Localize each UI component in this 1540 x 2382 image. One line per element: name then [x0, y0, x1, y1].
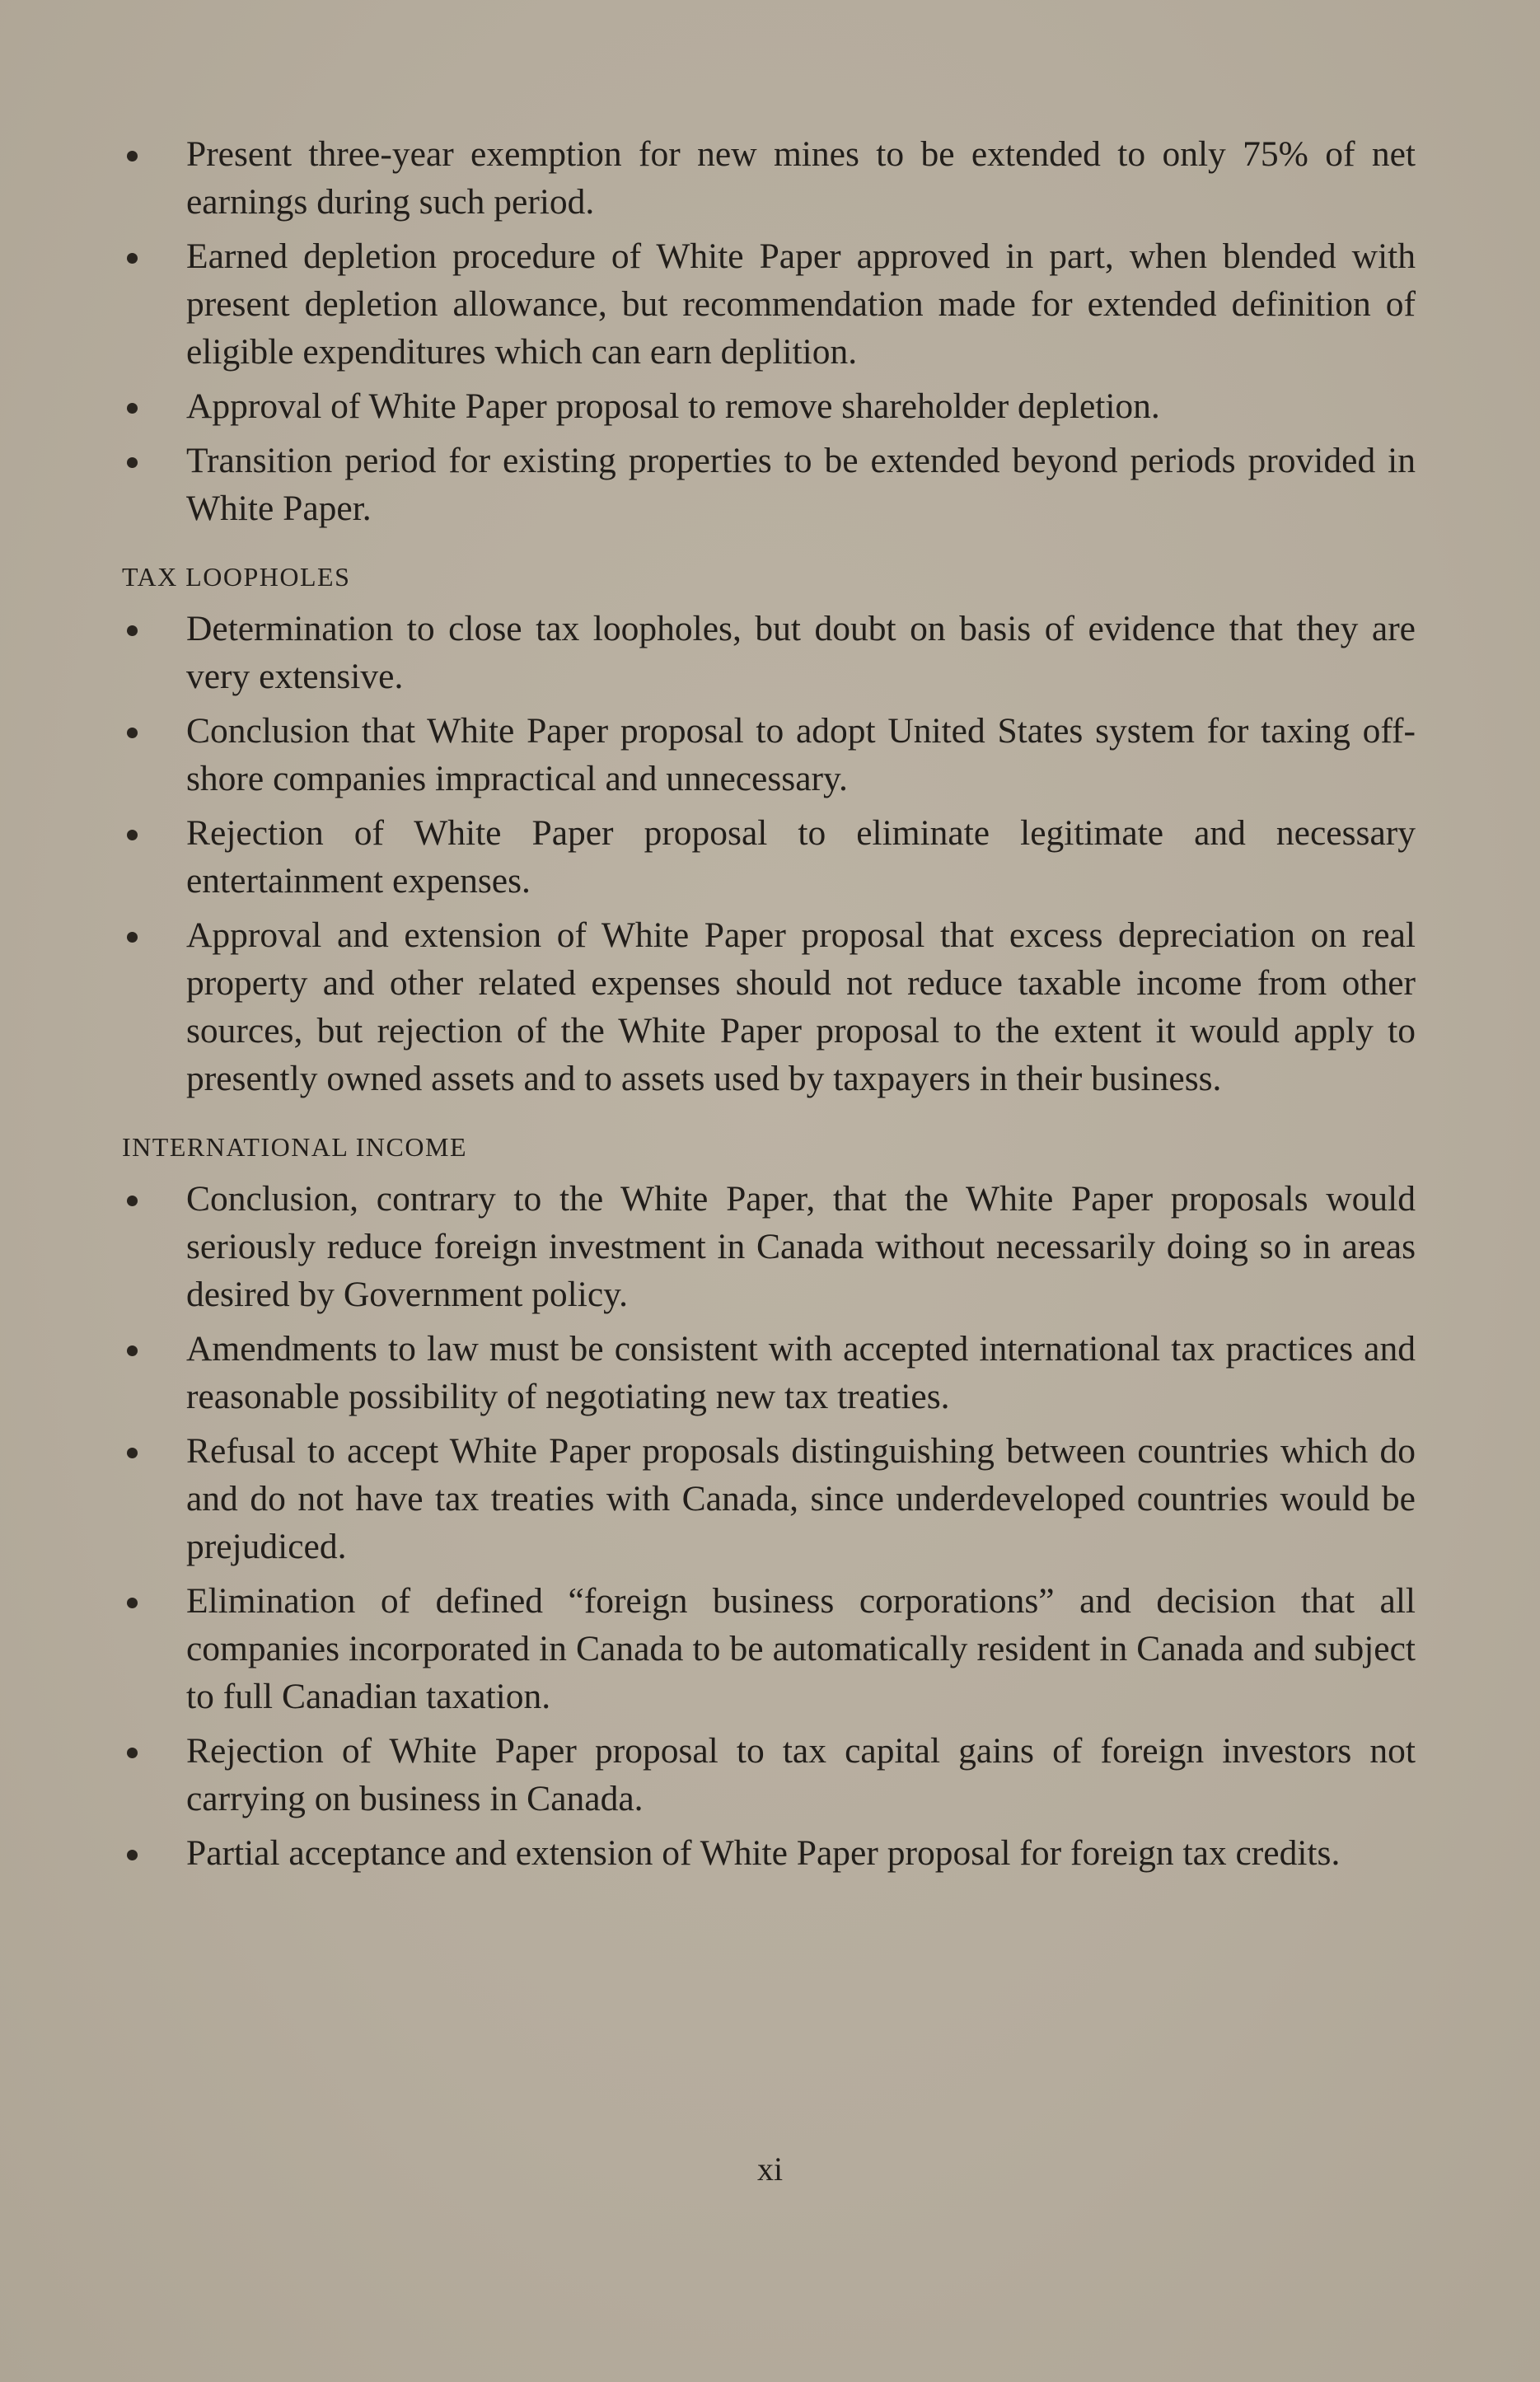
list-item-text: Refusal to accept White Paper proposals distinguishing between countries which do and do not have tax treaties with Canada, since underdeveloped countries would be prejudiced.: [186, 1431, 1416, 1566]
bullet-icon: [127, 830, 138, 840]
list-item-text: Conclusion, contrary to the White Paper, that the White Paper proposals would seriously reduce foreign investment in Canada without necessarily doing so in areas desired by Government policy.: [186, 1179, 1416, 1314]
bullet-icon: [127, 728, 138, 738]
list-item-text: Earned depletion procedure of White Paper approved in part, when blended with present depletion allowance, but recommendation made for extended definition of eligible expenditures which can earn deplition.: [186, 236, 1416, 372]
bullet-icon: [127, 253, 138, 264]
list-item-text: Rejection of White Paper proposal to eliminate legitimate and necessary entertainment expenses.: [186, 813, 1416, 901]
list-item-text: Amendments to law must be consistent with accepted international tax practices and reasonable possibility of negotiating new tax treaties.: [186, 1329, 1416, 1416]
list-item-text: Elimination of defined “foreign business corporations” and decision that all companies incorporated in Canada to be automatically resident in Canada and subject to full Canadian taxation.: [186, 1581, 1416, 1716]
bullet-icon: [127, 1345, 138, 1356]
list-item-text: Partial acceptance and extension of White Paper proposal for foreign tax credits.: [186, 1833, 1341, 1873]
page-content: [122, 130, 1416, 1884]
list-item: [122, 1175, 1416, 1318]
list-item: [122, 707, 1416, 803]
list-item: [122, 1325, 1416, 1420]
bullet-icon: [127, 457, 138, 468]
list-item-text: Rejection of White Paper proposal to tax capital gains of foreign investors not carrying on business in Canada.: [186, 1731, 1416, 1818]
list-item: [122, 605, 1416, 700]
list-item: [122, 911, 1416, 1102]
bullet-icon: [127, 1598, 138, 1608]
mining-bullet-list: [122, 130, 1416, 532]
list-item: [122, 382, 1416, 430]
list-item: [122, 1727, 1416, 1823]
section-heading-international-income: INTERNATIONAL INCOME: [122, 1132, 467, 1162]
list-item: [122, 1577, 1416, 1720]
tax-loopholes-list: [122, 605, 1416, 1102]
page-number: xi: [756, 2150, 784, 2188]
list-item-text: Transition period for existing properties to be extended beyond periods provided in White Paper.: [186, 441, 1416, 528]
list-item-text: Determination to close tax loopholes, but doubt on basis of evidence that they are very extensive.: [186, 609, 1416, 696]
bullet-icon: [127, 151, 138, 161]
list-item-text: Approval and extension of White Paper proposal that excess depreciation on real property and other related expenses should not reduce taxable income from other sources, but rejection of the White Paper proposal to the extent it would apply to presently owned assets and to assets used by taxpayers in their business.: [186, 915, 1416, 1098]
list-item: [122, 130, 1416, 226]
list-item-text: Conclusion that White Paper proposal to adopt United States system for taxing off-shore companies impractical and unnecessary.: [186, 711, 1416, 798]
bullet-icon: [127, 1196, 138, 1206]
list-item: [122, 1829, 1416, 1877]
bullet-icon: [127, 1748, 138, 1758]
bullet-icon: [127, 1448, 138, 1458]
international-income-list: [122, 1175, 1416, 1877]
list-item-text: Present three-year exemption for new mines to be extended to only 75% of net earnings during such period.: [186, 134, 1416, 222]
list-item-text: Approval of White Paper proposal to remove shareholder depletion.: [186, 386, 1160, 426]
bullet-icon: [127, 1850, 138, 1860]
list-item: [122, 1427, 1416, 1570]
list-item: [122, 809, 1416, 905]
bullet-icon: [127, 932, 138, 943]
bullet-icon: [127, 403, 138, 414]
section-heading-tax-loopholes: TAX LOOPHOLES: [122, 562, 351, 592]
bullet-icon: [127, 625, 138, 636]
list-item: [122, 437, 1416, 532]
list-item: [122, 232, 1416, 376]
